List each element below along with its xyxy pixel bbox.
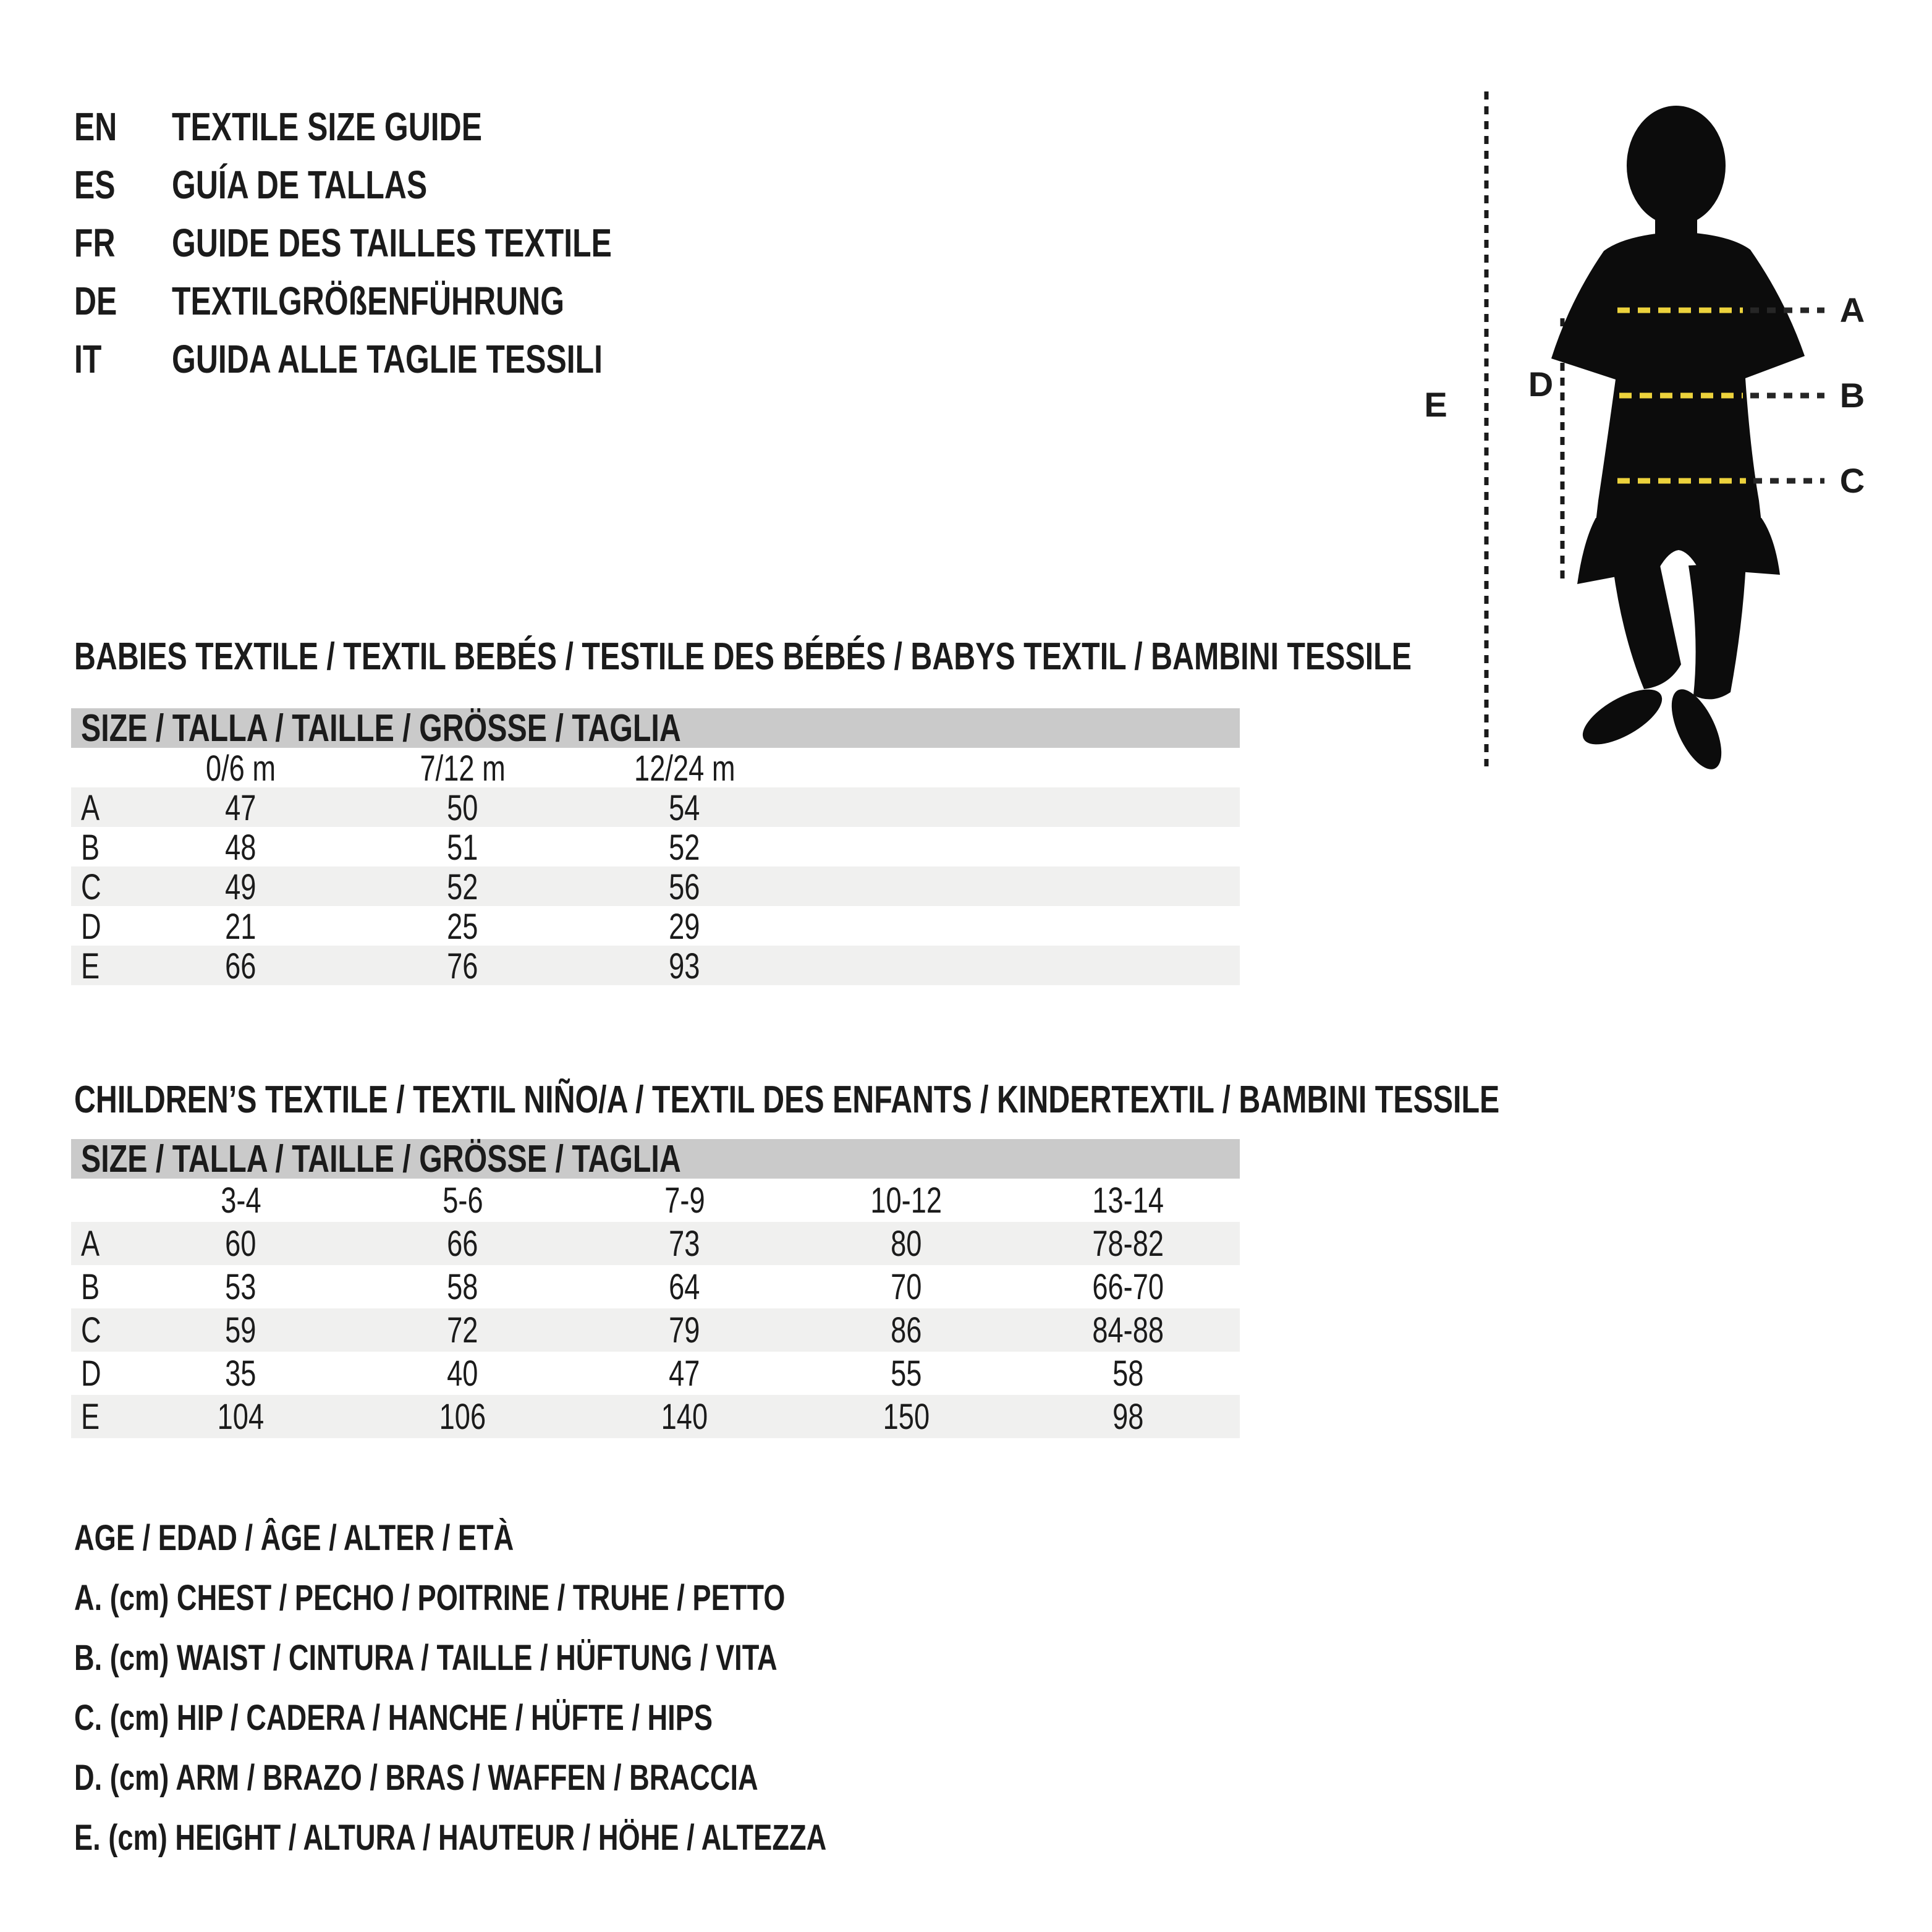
- column-header-text: 7-9: [664, 1180, 705, 1221]
- column-header-text: 3-4: [220, 1180, 261, 1221]
- cell-value: [130, 906, 352, 947]
- table-row: [71, 787, 1240, 827]
- column-header: [574, 1180, 795, 1221]
- cell-value-text: 40: [447, 1353, 478, 1394]
- row-label-text: A: [81, 788, 100, 828]
- measurement-legend: [74, 1508, 1039, 1868]
- babies-size-header-bar: [71, 708, 1240, 748]
- cell-value-text: 93: [669, 946, 700, 986]
- silhouette-shirt: [1551, 232, 1805, 522]
- cell-value: [1017, 1396, 1239, 1438]
- table-row: [71, 906, 1240, 946]
- cell-value-text: 76: [447, 946, 478, 986]
- legend-age-text: AGE / EDAD / ÂGE / ALTER / ETÀ: [74, 1518, 514, 1558]
- column-header: [130, 748, 352, 789]
- row-label: [71, 1266, 130, 1308]
- legend-waist-text: B. (cm) WAIST / CINTURA / TAILLE / HÜFTUNG / VITA: [74, 1638, 777, 1678]
- cell-value-text: 55: [891, 1353, 922, 1394]
- size-header-label: SIZE / TALLA / TAILLE / GRÖSSE / TAGLIA: [81, 706, 681, 750]
- language-code: EN: [74, 104, 117, 149]
- cell-value-text: 29: [669, 907, 700, 947]
- legend-arm-text: D. (cm) ARM / BRAZO / BRAS / WAFFEN / BRACCIA: [74, 1758, 758, 1798]
- cell-value-text: 52: [447, 867, 478, 907]
- cell-value-text: 72: [447, 1310, 478, 1350]
- language-row-de: [74, 272, 736, 330]
- row-label: [71, 906, 130, 947]
- column-header: [574, 748, 795, 789]
- guide-title-it: GUIDA ALLE TAGLIE TESSILI: [172, 337, 603, 381]
- cell-value-text: 50: [447, 788, 478, 828]
- cell-value: [574, 1353, 795, 1394]
- children-size-header-bar: [71, 1139, 1240, 1179]
- cell-value-text: 140: [661, 1396, 708, 1437]
- legend-hip: [74, 1688, 1039, 1748]
- figure-label-b: B: [1839, 376, 1865, 415]
- row-label: [71, 1310, 130, 1351]
- cell-value-text: 25: [447, 907, 478, 947]
- cell-value: [352, 787, 574, 829]
- cell-value: [130, 1223, 352, 1265]
- cell-value: [130, 866, 352, 908]
- language-row-es: [74, 156, 736, 214]
- cell-value-text: 51: [447, 828, 478, 868]
- column-header-text: 5-6: [442, 1180, 483, 1221]
- cell-value: [574, 906, 795, 947]
- column-header-text: 7/12 m: [420, 748, 506, 789]
- column-header: [795, 1180, 1017, 1221]
- language-row-it: [74, 330, 736, 388]
- cell-value: [574, 866, 795, 908]
- figure-label-a: A: [1839, 290, 1865, 329]
- row-label-text: C: [81, 867, 101, 907]
- guide-title-de: TEXTILGRÖßENFÜHRUNG: [172, 279, 565, 323]
- row-label-text: C: [81, 1310, 101, 1350]
- figure-label-d: D: [1528, 365, 1554, 404]
- column-header: [352, 748, 574, 789]
- row-label: [71, 827, 130, 868]
- silhouette-shorts: [1577, 518, 1780, 584]
- cell-value-text: 80: [891, 1223, 922, 1264]
- figure-label-e: E: [1424, 385, 1447, 424]
- cell-value: [1017, 1353, 1239, 1394]
- column-header: [1017, 1180, 1239, 1221]
- cell-value: [574, 1266, 795, 1308]
- cell-value-text: 52: [669, 828, 700, 868]
- row-label: [71, 1396, 130, 1438]
- guide-title-en: TEXTILE SIZE GUIDE: [172, 104, 483, 149]
- cell-value-text: 59: [225, 1310, 256, 1350]
- cell-value: [130, 946, 352, 987]
- legend-height-text: E. (cm) HEIGHT / ALTURA / HAUTEUR / HÖHE / ALTEZZA: [74, 1818, 827, 1858]
- legend-height: [74, 1808, 1039, 1868]
- cell-value-text: 53: [225, 1266, 256, 1307]
- cell-value: [1017, 1310, 1239, 1351]
- babies-section-title: [74, 635, 1789, 679]
- cell-value-text: 64: [669, 1266, 700, 1307]
- column-header: [130, 1180, 352, 1221]
- guide-title-es: GUÍA DE TALLAS: [172, 163, 428, 207]
- table-row: [71, 1265, 1240, 1308]
- language-code: IT: [74, 337, 102, 381]
- cell-value-text: 66: [225, 946, 256, 986]
- row-label-text: D: [81, 1353, 101, 1394]
- size-header-label: SIZE / TALLA / TAILLE / GRÖSSE / TAGLIA: [81, 1137, 681, 1180]
- cell-value-text: 60: [225, 1223, 256, 1264]
- cell-value-text: 66: [447, 1223, 478, 1264]
- cell-value: [352, 1353, 574, 1394]
- cell-value: [352, 906, 574, 947]
- table-row: [71, 1395, 1240, 1438]
- row-label-text: B: [81, 828, 100, 868]
- language-code: FR: [74, 221, 116, 265]
- cell-value: [352, 946, 574, 987]
- row-label: [71, 787, 130, 829]
- cell-value: [574, 1396, 795, 1438]
- language-row-fr: [74, 214, 736, 272]
- cell-value: [795, 1353, 1017, 1394]
- cell-value: [574, 1310, 795, 1351]
- language-row-en: [74, 98, 736, 156]
- row-label-text: E: [81, 1396, 100, 1437]
- babies-section-title-text: BABIES TEXTILE / TEXTIL BEBÉS / TESTILE DES BÉBÉS / BABYS TEXTIL / BAMBINI TESSILE: [74, 635, 1412, 678]
- cell-value-text: 70: [891, 1266, 922, 1307]
- cell-value-text: 48: [225, 828, 256, 868]
- cell-value-text: 73: [669, 1223, 700, 1264]
- cell-value: [352, 1396, 574, 1438]
- silhouette-right-leg: [1688, 562, 1746, 699]
- cell-value-text: 47: [225, 788, 256, 828]
- cell-value: [574, 827, 795, 868]
- table-row: [71, 1308, 1240, 1352]
- figure-label-c: C: [1839, 461, 1865, 500]
- table-row: [71, 866, 1240, 906]
- cell-value-text: 78-82: [1092, 1223, 1164, 1264]
- measurement-diagram: [1409, 80, 1932, 822]
- cell-value-text: 56: [669, 867, 700, 907]
- cell-value-text: 150: [883, 1396, 930, 1437]
- cell-value: [795, 1310, 1017, 1351]
- legend-hip-text: C. (cm) HIP / CADERA / HANCHE / HÜFTE / HIPS: [74, 1698, 713, 1738]
- cell-value-text: 35: [225, 1353, 256, 1394]
- cell-value-text: 58: [447, 1266, 478, 1307]
- column-header: [352, 1180, 574, 1221]
- row-label-text: D: [81, 907, 101, 947]
- cell-value: [130, 827, 352, 868]
- cell-value: [795, 1396, 1017, 1438]
- cell-value: [1017, 1266, 1239, 1308]
- column-header-text: 13-14: [1092, 1180, 1164, 1221]
- cell-value: [352, 1310, 574, 1351]
- cell-value-text: 58: [1112, 1353, 1144, 1394]
- cell-value: [574, 1223, 795, 1265]
- babies-size-table: [71, 708, 1240, 985]
- cell-value: [130, 1266, 352, 1308]
- legend-chest-text: A. (cm) CHEST / PECHO / POITRINE / TRUHE / PETTO: [74, 1578, 786, 1618]
- cell-value-text: 47: [669, 1353, 700, 1394]
- cell-value-text: 106: [439, 1396, 486, 1437]
- cell-value: [1017, 1223, 1239, 1265]
- row-label-text: A: [81, 1223, 100, 1264]
- cell-value: [130, 787, 352, 829]
- row-label: [71, 1223, 130, 1265]
- legend-chest: [74, 1568, 1039, 1628]
- cell-value: [574, 946, 795, 987]
- cell-value-text: 49: [225, 867, 256, 907]
- children-column-header-row: [71, 1179, 1240, 1222]
- legend-age: [74, 1508, 1039, 1568]
- cell-value-text: 84-88: [1092, 1310, 1164, 1350]
- table-row: [71, 1222, 1240, 1265]
- legend-waist: [74, 1628, 1039, 1688]
- cell-value-text: 66-70: [1092, 1266, 1164, 1307]
- cell-value-text: 79: [669, 1310, 700, 1350]
- language-code: DE: [74, 279, 117, 323]
- cell-value: [352, 866, 574, 908]
- cell-value-text: 104: [217, 1396, 265, 1437]
- cell-value: [352, 1266, 574, 1308]
- children-section-title: [74, 1078, 1902, 1122]
- cell-value-text: 98: [1112, 1396, 1144, 1437]
- legend-arm: [74, 1748, 1039, 1808]
- row-label-text: E: [81, 946, 100, 986]
- cell-value: [130, 1353, 352, 1394]
- babies-column-header-row: [71, 748, 1240, 787]
- cell-value: [130, 1396, 352, 1438]
- cell-value-text: 54: [669, 788, 700, 828]
- column-header-text: 12/24 m: [633, 748, 735, 789]
- cell-value: [130, 1310, 352, 1351]
- cell-value-text: 21: [225, 907, 256, 947]
- table-row: [71, 827, 1240, 866]
- silhouette-left-shoe: [1575, 679, 1671, 755]
- row-label: [71, 1353, 130, 1394]
- children-section-title-text: CHILDREN’S TEXTILE / TEXTIL NIÑO/A / TEXTIL DES ENFANTS / KINDERTEXTIL / BAMBINI TESSILE: [74, 1078, 1500, 1121]
- guide-title-fr: GUIDE DES TAILLES TEXTILE: [172, 221, 612, 265]
- row-label: [71, 866, 130, 908]
- row-label-text: B: [81, 1266, 100, 1307]
- child-silhouette-svg: [1409, 80, 1932, 822]
- language-title-list: [74, 98, 736, 388]
- column-header-text: 10-12: [870, 1180, 943, 1221]
- cell-value: [352, 1223, 574, 1265]
- column-header-text: 0/6 m: [205, 748, 276, 789]
- row-label: [71, 946, 130, 987]
- cell-value: [352, 827, 574, 868]
- children-size-table: [71, 1139, 1240, 1438]
- cell-value: [795, 1223, 1017, 1265]
- cell-value-text: 86: [891, 1310, 922, 1350]
- cell-value: [574, 787, 795, 829]
- table-row: [71, 946, 1240, 985]
- cell-value: [795, 1266, 1017, 1308]
- table-row: [71, 1352, 1240, 1395]
- language-code: ES: [74, 163, 116, 207]
